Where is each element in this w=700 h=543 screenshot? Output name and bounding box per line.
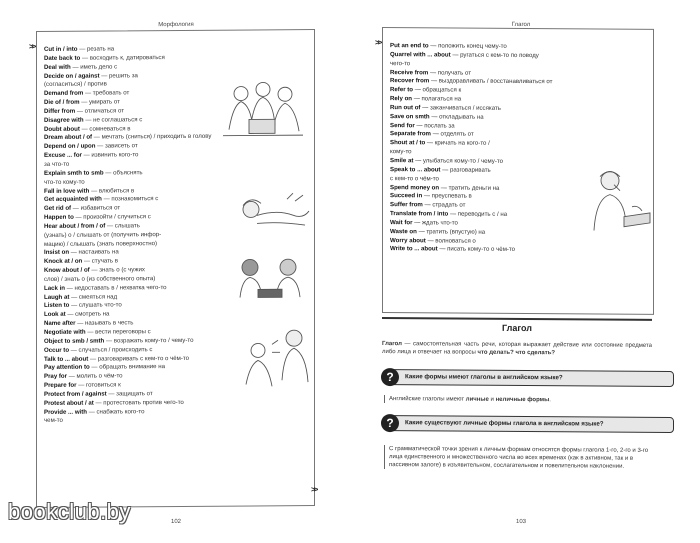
- phrase-verb: Date back to: [44, 54, 81, 62]
- phrase-verb: Get rid of: [44, 204, 72, 213]
- definition-text: — самостоятельная часть речи, которая выражает действие или состояние предмета либо лица и отвечает на вопросы: [382, 341, 652, 356]
- phrase-entry: [390, 245, 652, 256]
- phrase-verb: Provide ... with: [44, 408, 88, 416]
- phrase-verb: Object to smb / smth: [44, 337, 105, 345]
- phrase-verb: Refer to: [390, 86, 414, 94]
- phrase-translation: — протестовать против чего-то: [95, 398, 184, 407]
- phrase-translation: — отделять от: [432, 130, 474, 139]
- phrase-translation: за что-то: [44, 160, 70, 168]
- left-page: [26, 17, 326, 524]
- phrase-verb: Name after: [44, 319, 76, 328]
- phrase-translation: — улыбаться кому-то / чему-то: [415, 157, 503, 165]
- phrase-translation: — слушать что-то: [71, 301, 122, 310]
- phrase-translation: — произойти / случиться с: [75, 213, 151, 221]
- phrase-translation: — решить за: [101, 71, 138, 80]
- phrase-translation: кому-то: [390, 148, 412, 156]
- section-title: Глагол: [382, 317, 652, 336]
- phrase-translation: что-то кому-то: [44, 178, 85, 186]
- question-2-text: Какие существуют личные формы глагола в английском языке?: [405, 419, 604, 428]
- phrase-verb: Doubt about: [44, 125, 80, 133]
- phrase-verb: Deal with: [44, 63, 71, 71]
- phrase-verb: Speak to ... about: [390, 165, 441, 174]
- phrase-verb: Lack in: [44, 284, 65, 292]
- question-box-1: [386, 369, 674, 387]
- page-number-left: 102: [170, 518, 181, 526]
- phrase-translation: — отличаться от: [76, 107, 124, 115]
- phrase-entry: [390, 51, 652, 62]
- phrase-verb: Smile at: [390, 157, 414, 165]
- phrase-translation: (узнать) о / слышать от (получить инфор-: [44, 230, 162, 239]
- phrase-verb: Fall in love with: [44, 187, 90, 195]
- phrase-translation: — извинить кого-то: [83, 151, 139, 159]
- phrase-translation: — резать на: [79, 45, 115, 53]
- arrow-marker-bottom-left: >>: [311, 485, 317, 495]
- phrase-verb: Shout at / to: [390, 139, 426, 147]
- phrase-translation: чего-то: [390, 59, 411, 67]
- phrase-translation: чем-то: [44, 417, 63, 425]
- phrase-translation: — тратить (впустую) на: [418, 228, 486, 236]
- phrase-verb: Look at: [44, 311, 66, 319]
- phrase-translation: — заканчиваться / иссякать: [422, 104, 501, 112]
- phrase-verb: Send for: [390, 121, 415, 129]
- phrase-translation: — иметь дело с: [72, 63, 118, 71]
- phrase-verb: Listen to: [44, 302, 70, 310]
- right-page: [372, 17, 670, 524]
- phrase-translation: мацию) / слышать (знать поверхностно): [44, 239, 158, 248]
- phrase-translation: — молить о чём-то: [68, 372, 123, 380]
- phrase-verb: Save on smth: [390, 112, 430, 121]
- phrase-verb: Separate from: [390, 130, 431, 138]
- phrase-verb: Decide on / against: [44, 72, 100, 80]
- phrase-verb: Receive from: [390, 68, 429, 76]
- arrow-marker-top-right: >>: [375, 37, 381, 48]
- phrase-verb: Die of / from: [44, 98, 80, 106]
- answer-1-text: Английские глаголы имеют: [389, 396, 466, 403]
- phrase-translation: — снабжать кого-то: [88, 407, 145, 416]
- phrase-translation: — разговаривать с кем-то о чём-то: [89, 354, 190, 363]
- phrase-translation: — вести переговоры с: [87, 328, 151, 336]
- phrase-verb: Negotiate with: [44, 328, 86, 336]
- phrase-translation: — выздоравливать / восстанавливаться от: [431, 77, 553, 86]
- phrase-verb: Prepare for: [44, 381, 77, 389]
- phrase-translation: с кем-то о чём-то: [390, 174, 439, 183]
- phrase-verb: Waste on: [390, 227, 417, 235]
- phrase-entry: [44, 415, 312, 426]
- phrase-translation: — стучать в: [83, 257, 119, 265]
- illustration-phone-call: [236, 253, 306, 303]
- question-box-2: [386, 415, 674, 433]
- phrase-translation: — называть в честь: [77, 319, 134, 327]
- phrase-translation: — преуспевать в: [423, 192, 472, 200]
- phrase-verb: Wait for: [390, 218, 413, 227]
- phrase-verb: Disagree with: [44, 116, 84, 124]
- phrase-translation: — получать от: [429, 68, 472, 77]
- phrase-verb: Write to ... about: [390, 245, 438, 253]
- phrase-verb: Talk to ... about: [44, 355, 89, 363]
- phrase-verb: Dream about / of: [44, 134, 93, 142]
- phrase-translation: — знать о (с чужих: [91, 266, 145, 274]
- phrase-translation: — страдать от: [424, 201, 466, 209]
- phrase-verb: Differ from: [44, 107, 76, 115]
- phrase-translation: — возражать кому-то / чему-то: [105, 336, 194, 345]
- phrase-verb: Insist on: [44, 249, 70, 257]
- phrase-translation: — сомневаться в: [81, 124, 131, 133]
- phrase-verb: Protest about / at: [44, 399, 94, 407]
- page-number-right: 103: [515, 518, 526, 526]
- phrase-translation: — ругаться с кем-то по поводу: [452, 51, 539, 59]
- phrase-translation: — не соглашаться с: [85, 115, 143, 124]
- answer-1: [384, 395, 657, 405]
- phrase-verb: Occur to: [44, 346, 70, 354]
- phrase-translation: — разговаривать: [442, 166, 491, 174]
- phrase-translation: — недоставать в / нехватка чего-то: [66, 283, 167, 292]
- phrase-translation: — полагаться на: [413, 95, 462, 103]
- phrase-translation: (согласиться) / против: [44, 80, 107, 89]
- phrase-verb: Hear about / from / of: [44, 222, 106, 230]
- phrase-translation: — положить конец чему-то: [430, 42, 507, 50]
- answer-1-term-personal: личные: [465, 396, 489, 403]
- phrase-translation: — волноваться о: [427, 236, 476, 245]
- phrase-verb: Explain smth to smb: [44, 169, 104, 177]
- phrase-verb: Protect from / against: [44, 390, 107, 398]
- phrase-translation: — послать за: [416, 121, 455, 130]
- phrase-translation: — обращать внимание на: [91, 363, 165, 371]
- phrase-verb: Happen to: [44, 213, 74, 221]
- phrase-translation: — случаться / происходить с: [70, 345, 153, 354]
- definition-questions: что делать? что сделать?: [477, 349, 556, 357]
- illustration-students: [219, 79, 307, 142]
- phrase-verb: Quarrel with ... about: [390, 50, 451, 59]
- phrase-translation: — требовать от: [84, 89, 130, 97]
- phrase-translation: — обращаться к: [414, 86, 462, 94]
- definition-paragraph: [382, 340, 652, 358]
- phrase-verb: Pay attention to: [44, 363, 90, 372]
- phrase-verb: Recover from: [390, 77, 430, 85]
- phrase-translation: — смотреть на: [67, 310, 110, 319]
- phrase-verb: Cut in / into: [44, 45, 78, 53]
- phrase-verb: Demand from: [44, 89, 84, 98]
- illustration-dreaming-girl: [231, 185, 311, 234]
- running-head-right: Глагол: [511, 21, 531, 29]
- answer-1-end: .: [549, 397, 551, 404]
- phrase-verb: Knock at / on: [44, 257, 83, 266]
- definition-term: Глагол: [382, 341, 402, 348]
- answer-1-term-nonfinite: неличные формы: [495, 396, 550, 404]
- phrase-verb: Run out of: [390, 103, 421, 112]
- phrase-verb: Get acquainted with: [44, 195, 102, 204]
- section-verb: [382, 317, 652, 358]
- phrase-verb: Depend on / upon: [44, 142, 96, 151]
- phrase-translation: — тратить деньги на: [440, 183, 500, 192]
- phrase-translation: — слышать: [106, 222, 140, 230]
- phrase-translation: — защищать от: [108, 390, 153, 398]
- phrase-translation: — настаивать на: [70, 248, 119, 257]
- arrow-marker-top-left: >>: [29, 41, 35, 52]
- phrase-translation: — влюбиться в: [91, 186, 135, 195]
- illustration-conversation: [238, 324, 312, 391]
- phrase-translation: — зависеть от: [97, 142, 138, 150]
- phrase-verb: Spend money on: [390, 183, 440, 191]
- phrase-translation: — писать кому-то о чём-то: [439, 245, 516, 254]
- phrase-translation: — умирать от: [81, 98, 120, 106]
- phrase-translation: — смеяться над: [71, 293, 118, 301]
- phrase-translation: — познакомиться с: [103, 195, 159, 203]
- phrase-translation: — переводить с / на: [449, 210, 508, 218]
- phrase-translation: — откладывать на: [431, 113, 484, 121]
- phrase-translation: — избавиться от: [72, 204, 121, 212]
- question-icon: ?: [381, 368, 399, 386]
- question-icon: ?: [381, 414, 399, 432]
- phrase-translation: — готовиться к: [78, 381, 121, 389]
- phrase-verb: Pray for: [44, 372, 68, 381]
- answer-2: С грамматической точки зрения к личным формам относятся формы глагола 1-го, 2-го и 3-го лица единственного и множественного числа во всех временах (как в активном, так и в пассивном залоге) в изъявительном, сослагательном и повелительном наклонении.: [384, 445, 657, 471]
- phrase-translation: — ждать что-то: [414, 219, 458, 227]
- phrase-verb: Laugh at: [44, 293, 70, 301]
- answer-1-conj: и: [488, 396, 496, 403]
- phrase-verb: Know about / of: [44, 266, 90, 275]
- phrase-verb: Suffer from: [390, 201, 423, 209]
- phrase-translation: слов) / знать о (из собственного опыта): [44, 275, 156, 283]
- phrase-verb: Excuse ... for: [44, 151, 82, 160]
- phrase-verb: Rely on: [390, 95, 413, 103]
- phrase-verb: Put an end to: [390, 42, 429, 50]
- watermark-logo: bookclub.by: [8, 499, 131, 524]
- phrase-translation: — мечтать (сниться) / приходить в голову: [93, 133, 212, 142]
- phrase-verb: Worry about: [390, 236, 426, 244]
- question-1-text: Какие формы имеют глаголы в английском языке?: [405, 373, 563, 382]
- illustration-phone-man: [584, 164, 652, 236]
- phrase-translation: — объяснять: [105, 169, 143, 177]
- phrase-translation: — кричать на кого-то /: [426, 139, 490, 148]
- phrase-verb: Succeed in: [390, 192, 423, 200]
- phrase-translation: — восходить к, датироваться: [81, 53, 165, 62]
- phrase-verb: Translate from / into: [390, 210, 449, 218]
- running-head-left: Морфология: [158, 21, 194, 29]
